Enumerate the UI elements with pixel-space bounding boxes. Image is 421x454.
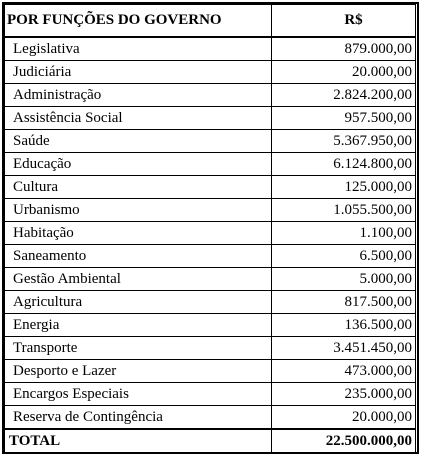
table-row (5, 406, 416, 430)
row-label: Encargos Especiais (5, 383, 272, 406)
row-label: Urbanismo (5, 199, 272, 222)
row-label: Habitação (5, 222, 272, 245)
row-label: Reserva de Contingência (5, 406, 272, 430)
row-label: Administração (5, 84, 272, 107)
row-label: Legislativa (5, 37, 272, 61)
row-value: 3.451.450,00 (272, 337, 416, 360)
row-value: 20.000,00 (272, 406, 416, 430)
row-value: 817.500,00 (272, 291, 416, 314)
table-row (5, 61, 416, 84)
row-label: Desporto e Lazer (5, 360, 272, 383)
row-label: Energia (5, 314, 272, 337)
budget-table (4, 4, 416, 454)
row-label: Cultura (5, 176, 272, 199)
row-value: 1.055.500,00 (272, 199, 416, 222)
table-row (5, 153, 416, 176)
row-value: 6.124.800,00 (272, 153, 416, 176)
header-function: POR FUNÇÕES DO GOVERNO (5, 5, 272, 38)
table-row (5, 291, 416, 314)
table-row (5, 107, 416, 130)
total-value: 22.500.000,00 (272, 429, 416, 454)
row-value: 1.100,00 (272, 222, 416, 245)
table-row (5, 314, 416, 337)
table-row (5, 37, 416, 61)
table-row (5, 245, 416, 268)
table-row (5, 130, 416, 153)
row-label: Agricultura (5, 291, 272, 314)
row-value: 125.000,00 (272, 176, 416, 199)
table-row (5, 199, 416, 222)
row-label: Gestão Ambiental (5, 268, 272, 291)
row-label: Saneamento (5, 245, 272, 268)
row-value: 5.367.950,00 (272, 130, 416, 153)
row-value: 235.000,00 (272, 383, 416, 406)
row-label: Saúde (5, 130, 272, 153)
table-row (5, 84, 416, 107)
row-value: 136.500,00 (272, 314, 416, 337)
row-value: 473.000,00 (272, 360, 416, 383)
row-value: 879.000,00 (272, 37, 416, 61)
header-currency: R$ (272, 5, 416, 38)
row-label: Judiciária (5, 61, 272, 84)
row-value: 6.500,00 (272, 245, 416, 268)
row-value: 2.824.200,00 (272, 84, 416, 107)
row-label: Educação (5, 153, 272, 176)
table-row (5, 268, 416, 291)
total-label: TOTAL (5, 429, 272, 454)
header-row (5, 5, 416, 38)
table-body (5, 37, 416, 429)
table-row (5, 176, 416, 199)
row-value: 957.500,00 (272, 107, 416, 130)
table-row (5, 222, 416, 245)
table-row (5, 337, 416, 360)
row-label: Transporte (5, 337, 272, 360)
total-row (5, 429, 416, 454)
row-value: 20.000,00 (272, 61, 416, 84)
row-label: Assistência Social (5, 107, 272, 130)
row-value: 5.000,00 (272, 268, 416, 291)
table-row (5, 360, 416, 383)
table-row (5, 383, 416, 406)
